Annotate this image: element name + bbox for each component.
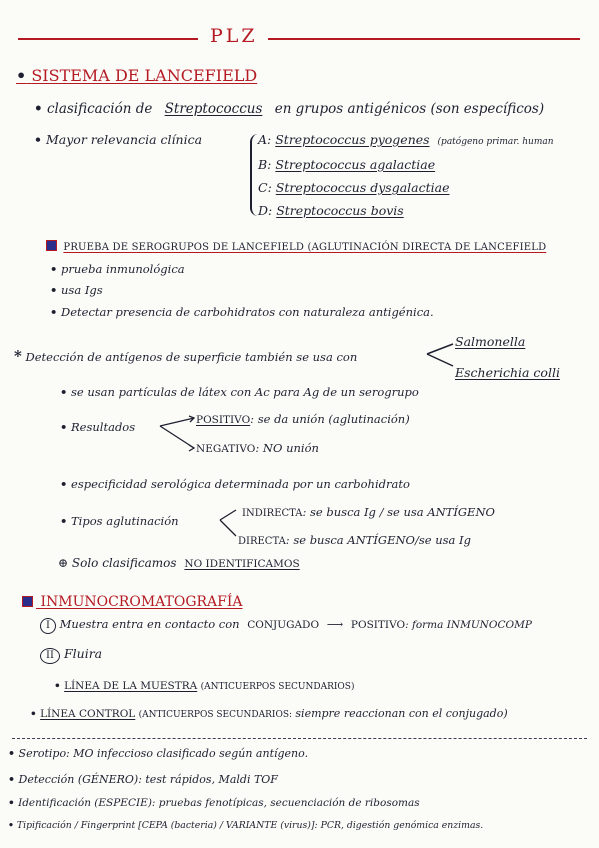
bullet-icon: • xyxy=(34,132,42,147)
circled-plus-icon: ⊕ xyxy=(58,556,69,570)
step-1-badge: I xyxy=(40,618,56,634)
result-positive: POSITIVO: se da unión (aglutinación) xyxy=(196,412,410,426)
header-rule-left xyxy=(18,38,198,40)
group-b: B: Streptococcus agalactiae xyxy=(258,157,436,172)
type-indirect: INDIRECTA: se busca Ig / se usa ANTÍGENO xyxy=(242,505,495,519)
step-2-badge: II xyxy=(40,648,60,664)
group-c: C: Streptococcus dysgalactiae xyxy=(258,180,450,195)
bullet-icon: • xyxy=(60,477,68,491)
detection-line: * Detección de antígenos de superficie también se usa con xyxy=(14,347,358,365)
bullet-icon: • xyxy=(8,797,15,809)
serogroups-bullet-2: • usa Igs xyxy=(50,283,103,297)
bullet-icon: • xyxy=(54,680,61,692)
bullet-icon: • xyxy=(50,262,58,276)
bullet-icon: • xyxy=(8,747,16,760)
note-serotype: • Serotipo: MO infeccioso clasificado según antígeno. xyxy=(8,747,309,760)
classify-note: ⊕ Solo clasificamos NO IDENTIFICAMOS xyxy=(58,556,300,570)
checkbox-icon xyxy=(46,240,57,251)
page-title: PLZ xyxy=(210,25,258,47)
specificity-line: • especificidad serológica determinada por un carbohidrato xyxy=(60,477,410,491)
serogroups-bullet-3: • Detectar presencia de carbohidratos con naturaleza antigénica. xyxy=(50,305,434,319)
serogroups-bullet-1: • prueba inmunológica xyxy=(50,262,185,276)
bullet-icon: • xyxy=(30,708,37,720)
type-direct: DIRECTA: se busca ANTÍGENO/se usa Ig xyxy=(238,533,471,547)
bullet-icon: • xyxy=(8,773,16,786)
bullet-icon: • xyxy=(50,305,58,319)
line-control: • LÍNEA CONTROL (ANTICUERPOS SECUNDARIOS: siempre reaccionan con el conjugado) xyxy=(30,707,508,720)
bullet-icon: • xyxy=(50,283,58,297)
immuno-step-2: II Fluira xyxy=(40,646,102,664)
arrow-right-icon: ⟶ xyxy=(326,617,344,631)
group-a: A: Streptococcus pyogenes (patógeno primar. human xyxy=(258,132,554,147)
header-rule-right xyxy=(268,38,580,40)
serogroups-title: PRUEBA DE SEROGRUPOS DE LANCEFIELD (AGLUTINACIÓN DIRECTA DE LANCEFIELD xyxy=(46,240,546,253)
bullet-icon: • xyxy=(60,514,68,528)
split-arrows-icon xyxy=(425,340,455,370)
bullet-icon: • xyxy=(60,385,68,399)
immuno-title: INMUNOCROMATOGRAFÍA xyxy=(22,594,243,610)
results-arrows-icon xyxy=(158,414,198,454)
types-label: • Tipos aglutinación xyxy=(60,514,179,528)
types-arrows-icon xyxy=(218,506,238,540)
line-sample: • LÍNEA DE LA MUESTRA (ANTICUERPOS SECUNDARIOS) xyxy=(54,680,355,692)
target-salmonella: Salmonella xyxy=(455,334,526,349)
group-d: D: Streptococcus bovis xyxy=(258,203,404,218)
immuno-step-1: I Muestra entra en contacto con CONJUGADO ⟶ POSITIVO: forma INMUNOCOMP xyxy=(40,617,532,634)
bullet-icon: • xyxy=(34,101,43,117)
bullet-icon: • xyxy=(16,66,27,85)
latex-line: • se usan partículas de látex con Ac para Ag de un serogrupo xyxy=(60,385,419,399)
classification-line: • clasificación de Streptococcus en grupos antigénicos (son específicos) xyxy=(34,101,545,117)
results-label: • Resultados xyxy=(60,420,136,434)
relevance-label: • Mayor relevancia clínica xyxy=(34,132,203,147)
bullet-icon: • xyxy=(8,820,14,831)
dashed-divider xyxy=(12,738,587,739)
note-detection: • Detección (GÉNERO): test rápidos, Maldi TOF xyxy=(8,773,278,786)
note-typing: • Tipificación / Fingerprint [CEPA (bacteria) / VARIANTE (virus)]: PCR, digestión genómica enzimas. xyxy=(8,820,484,831)
target-escherichia: Escherichia colli xyxy=(455,365,560,380)
lancefield-title: • SISTEMA DE LANCEFIELD xyxy=(16,66,258,85)
note-identification: • Identificación (ESPECIE): pruebas fenotípicas, secuenciación de ribosomas xyxy=(8,797,420,809)
result-negative: NEGATIVO: NO unión xyxy=(196,441,319,455)
bullet-icon: • xyxy=(60,420,68,434)
asterisk-icon: * xyxy=(14,347,22,365)
genus-name: Streptococcus xyxy=(164,101,263,117)
checkbox-icon xyxy=(22,596,33,607)
